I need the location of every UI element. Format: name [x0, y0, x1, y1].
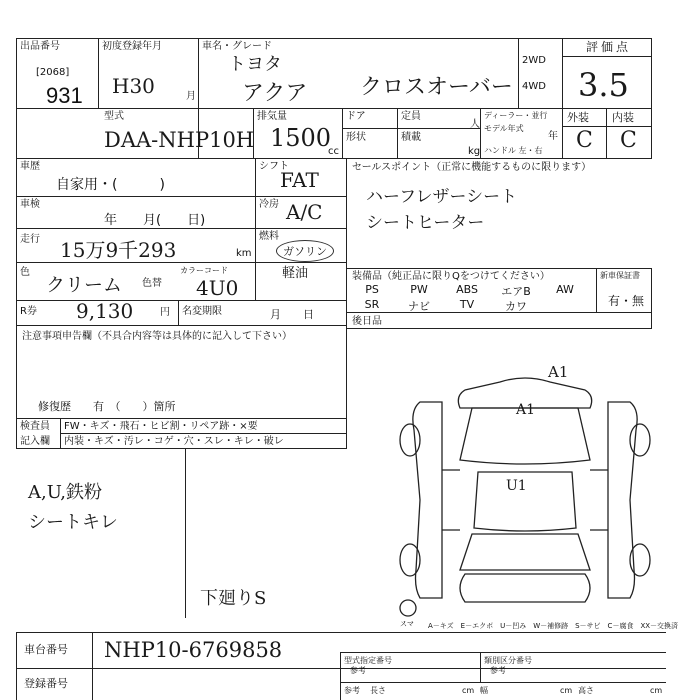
diagram-mark-front: スマ: [400, 620, 414, 628]
lot-label: 出品番号: [20, 41, 60, 52]
equip-navi: ナビ: [408, 300, 430, 313]
color-value: クリーム: [46, 274, 123, 296]
notes-title: 注意事項申告欄（不具合内容等は具体的に記入して下さい）: [22, 331, 292, 342]
equipment-grid: [350, 283, 594, 311]
approval-label: 型式指定番号: [344, 656, 392, 665]
diagram-mark-roof: U1: [506, 478, 527, 494]
color-code-value: 4U0: [196, 276, 239, 300]
equip-abs: ABS: [456, 283, 478, 296]
yen-unit: 円: [160, 307, 170, 318]
front-emblem: [400, 600, 416, 616]
sales-points-title: セールスポイント（正常に機能するものに限ります）: [352, 162, 592, 173]
inspector-note-3: 下廻りS: [200, 588, 267, 609]
usage-label: 車歴: [20, 161, 40, 172]
diagram-mark-hood: A1: [516, 402, 536, 418]
ac-label: 冷房: [259, 199, 279, 210]
inspector-note-1: A,U,鉄粉: [28, 482, 102, 503]
category-ref: 参考: [490, 666, 506, 675]
score-label: 評価点: [586, 40, 632, 54]
name-change-value: 月 日: [270, 308, 314, 321]
height-label: 高さ: [578, 686, 594, 695]
car-diagram: [380, 360, 670, 630]
dealer-label: ディーラー・並行: [484, 111, 548, 120]
drive-2wd: 2WD: [522, 55, 546, 66]
model-name-value: アクア: [242, 81, 308, 106]
door-label: ドア: [346, 111, 366, 122]
approval-ref: 参考: [350, 666, 366, 675]
handle-label: ハンドル 左・右: [484, 146, 543, 155]
equip-tv: TV: [459, 298, 475, 311]
recycle-value: 9,130: [76, 299, 134, 323]
km-unit: km: [236, 248, 252, 259]
exterior-label: 外装: [567, 111, 589, 124]
recycle-label: R券: [20, 306, 37, 317]
inspection-label: 車検: [20, 199, 40, 210]
inspector-row-1: FW・キズ・飛石・ヒビ割・リペア跡・×要: [64, 421, 258, 432]
inspector-row-2: 内装・キズ・汚レ・コゲ・穴・スレ・キレ・破レ: [64, 436, 284, 447]
exterior-value: C: [576, 128, 593, 153]
mileage-label: 走行: [20, 234, 40, 245]
equip-leather: カワ: [505, 300, 527, 313]
type-label: 型式: [104, 111, 124, 122]
interior-label: 内装: [612, 111, 634, 124]
lot-number: 931: [46, 83, 83, 108]
lot-small: [2068]: [36, 67, 70, 78]
reg-label: 登録番号: [24, 677, 68, 690]
car-rear: [460, 574, 590, 602]
displacement-label: 排気量: [257, 111, 287, 122]
right-front-wheel: [630, 424, 650, 456]
equip-ps: PS: [365, 283, 379, 296]
equip-sr: SR: [364, 298, 380, 311]
length-label: 長さ: [370, 686, 386, 695]
shift-value: FAT: [280, 168, 319, 192]
color-label: 色: [20, 267, 30, 278]
diagram-legend: A－キズ E－エクボ U－凹み W－補修跡 S－サビ C－腐食 XX－交換済: [428, 622, 679, 630]
cc-unit: cc: [328, 146, 339, 157]
load-label: 積載: [401, 132, 421, 143]
car-name-label: 車名・グレード: [202, 41, 272, 52]
first-reg-value: H30: [112, 74, 155, 98]
name-change-label: 名変期限: [182, 306, 222, 317]
equipment-title: 装備品（純正品に限りQをつけてください）: [352, 271, 550, 282]
inspector-note-2: シートキレ: [28, 512, 118, 533]
chassis-label: 車台番号: [24, 643, 68, 656]
height-unit: cm: [650, 686, 663, 695]
ac-value: A/C: [286, 200, 323, 224]
fuel-diesel: 軽油: [282, 266, 309, 281]
equip-airbag: エアB: [501, 285, 531, 298]
grade-value: クロスオーバー: [360, 75, 513, 100]
new-car-warranty-label: 新車保証書: [600, 271, 640, 280]
dimension-ref: 参考: [344, 686, 360, 695]
width-label: 幅: [480, 686, 488, 695]
model-year-label: モデル年式: [484, 124, 524, 133]
type-value: DAA-NHP10H: [104, 128, 255, 152]
car-trunk: [460, 534, 590, 570]
year-unit: 年: [548, 131, 558, 142]
shift-label: シフト: [259, 161, 289, 172]
mileage-value: 15万9千293: [60, 238, 177, 262]
repair-history: 修復歴 有 （ ）箇所: [38, 400, 176, 413]
fuel-label: 燃料: [259, 231, 279, 242]
kg-unit: kg: [468, 146, 481, 157]
equip-pw: PW: [410, 283, 428, 296]
drive-4wd: 4WD: [522, 81, 546, 92]
people-unit: 人: [470, 119, 480, 130]
inspector-label-bottom: 記入欄: [20, 436, 50, 447]
month-unit: 月: [186, 91, 196, 102]
sales-point-1: ハーフレザーシート: [366, 187, 518, 207]
diagram-mark-top: A1: [548, 363, 569, 381]
later-items-label: 後日品: [352, 316, 382, 327]
length-unit: cm: [462, 686, 475, 695]
warranty-value: 有・無: [608, 294, 645, 308]
paint-label: 色替: [142, 278, 162, 289]
inspector-label-top: 検査員: [20, 421, 50, 432]
score-value: 3.5: [578, 66, 629, 104]
shape-label: 形状: [346, 132, 366, 143]
equip-aw: AW: [556, 283, 574, 296]
first-reg-label: 初度登録年月: [102, 41, 162, 52]
chassis-value: NHP10-6769858: [104, 638, 283, 662]
sales-point-2: シートヒーター: [366, 213, 485, 233]
car-left-side: [413, 402, 442, 598]
category-label: 類別区分番号: [484, 656, 532, 665]
car-right-side: [608, 402, 637, 598]
usage-value: 自家用・( ): [56, 177, 165, 193]
capacity-label: 定員: [401, 111, 421, 122]
interior-value: C: [620, 128, 637, 153]
maker-value: トヨタ: [228, 54, 282, 75]
left-front-wheel: [400, 424, 420, 456]
width-unit: cm: [560, 686, 573, 695]
color-code-label: カラーコード: [180, 266, 228, 275]
displacement-value: 1500: [270, 124, 332, 152]
inspection-value: 年 月( 日): [104, 213, 206, 228]
fuel-gasoline: ガソリン: [276, 240, 334, 262]
